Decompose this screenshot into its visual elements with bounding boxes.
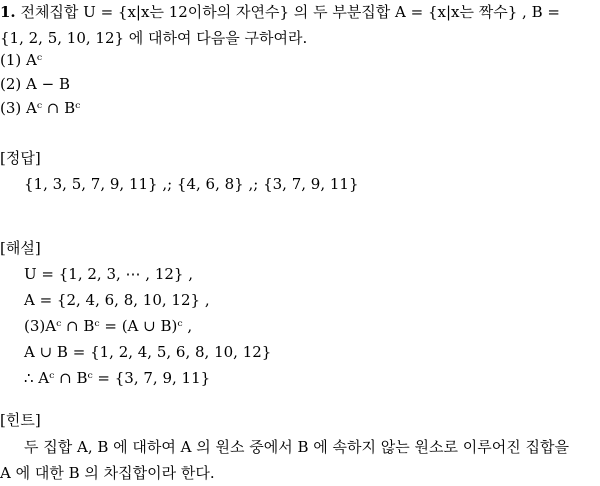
solution-heading: [해설] — [0, 239, 41, 257]
problem-number: 1. — [0, 3, 16, 21]
problem-item-2: (2) A − B — [0, 75, 70, 93]
solution-line-5: ∴ Aᶜ ∩ Bᶜ = {3, 7, 9, 11} — [24, 369, 211, 387]
solution-line-1: U = {1, 2, 3, ⋯ , 12} , — [24, 265, 193, 283]
problem-item-3: (3) Aᶜ ∩ Bᶜ — [0, 99, 81, 117]
problem-line-1 — [0, 2, 560, 23]
solution-line-3: (3)Aᶜ ∩ Bᶜ = (A ∪ B)ᶜ , — [24, 317, 193, 335]
problem-stem-2: {1, 2, 5, 10, 12} 에 대하여 다음을 구하여라. — [0, 29, 308, 47]
answer-text: {1, 3, 5, 7, 9, 11} ,; {4, 6, 8} ,; {3, 7, 9, 11} — [24, 175, 359, 193]
hint-text: 두 집합 A, B 에 대하여 A 의 원소 중에서 B 에 속하지 않는 원소로 이루어진 집합을 A 에 대한 B 의 차집합이라 한다. — [0, 438, 569, 482]
solution-line-2: A = {2, 4, 6, 8, 10, 12} , — [24, 291, 210, 309]
problem-stem-1: 전체집합 U = {x|x는 12이하의 자연수} 의 두 부분집합 A = {x|x는 짝수} , B = — [20, 3, 560, 21]
hint-heading: [힌트] — [0, 411, 41, 429]
answer-heading: [정답] — [0, 149, 41, 167]
problem-item-1: (1) Aᶜ — [0, 51, 43, 69]
solution-line-4: A ∪ B = {1, 2, 4, 5, 6, 8, 10, 12} — [24, 343, 272, 361]
